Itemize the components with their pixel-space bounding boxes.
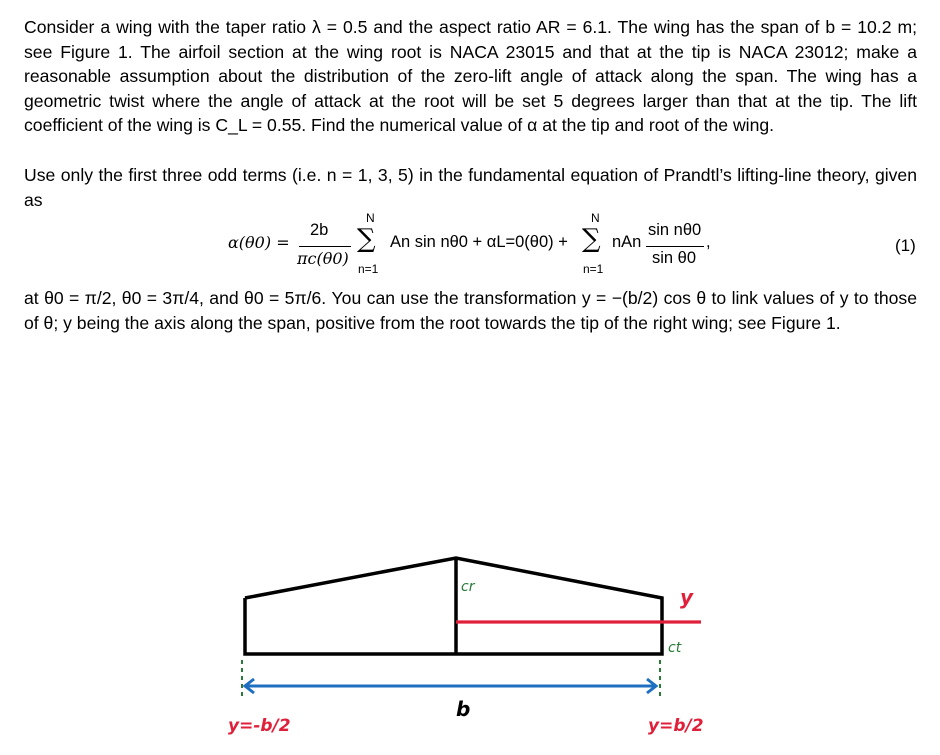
equation-lhs: α(θ0) = <box>228 233 290 252</box>
root-chord-label: cr <box>461 579 475 595</box>
equation-frac1-numerator: 2b <box>310 221 329 239</box>
left-end-label: y=-b/2 <box>228 716 291 736</box>
equation-number: (1) <box>895 236 916 255</box>
wing-outline <box>245 558 662 654</box>
span-arrow <box>245 679 656 693</box>
span-label: b <box>456 697 471 721</box>
problem-paragraph-3: at θ0 = π/2, θ0 = 3π/4, and θ0 = 5π/6. You can use the transformation y = −(b/2) cos θ to link values of y to those of θ; y being the axis along the span, positive from the root towards the tip of the right wing; see Figure 1. <box>24 288 917 333</box>
wing-planform-figure <box>0 540 940 755</box>
equation-sum2-upper: N <box>591 211 600 225</box>
equation-sum2-sigma: ∑ <box>582 224 601 254</box>
equation-frac2-denominator: sin θ0 <box>652 249 697 267</box>
equation-frac2-bar <box>646 246 704 247</box>
equation-frac2-numerator: sin nθ0 <box>648 221 702 239</box>
y-axis-label: y <box>680 585 694 609</box>
lifting-line-equation <box>0 208 940 280</box>
equation-frac1-denominator: πc(θ0) <box>297 249 349 268</box>
equation-sum1-upper: N <box>366 211 375 225</box>
equation-sum1-sigma: ∑ <box>357 224 376 254</box>
equation-frac1-bar <box>299 246 351 247</box>
equation-comma: , <box>706 233 711 251</box>
problem-paragraph-2: Use only the first three odd terms (i.e. n = 1, 3, 5) in the fundamental equation of Prandtl’s lifting-line theory, given as <box>24 165 917 210</box>
right-end-label: y=b/2 <box>648 716 704 736</box>
wing-planform-outline <box>245 558 662 654</box>
problem-paragraph-1: Consider a wing with the taper ratio λ = 0.5 and the aspect ratio AR = 6.1. The wing has the span of b = 10.2 m; see Figure 1. The airfoil section at the wing root is NACA 23015 and that at the tip is NACA 23012; make a reasonable assumption about the distribution of the zero-lift angle of attack along the span. The wing has a geometric twist where the angle of attack at the root will be set 5 degrees larger than that at the tip. The lift coefficient of the wing is C_L = 0.55. Find the numerical value of α at the tip and root of the wing. <box>24 17 917 136</box>
equation-sum2-lower: n=1 <box>583 262 604 276</box>
equation-sum1-lower: n=1 <box>358 262 379 276</box>
equation-term1: An sin nθ0 + αL=0(θ0) + <box>390 233 568 251</box>
equation-term2: nAn <box>612 233 642 251</box>
tip-chord-label: ct <box>668 640 682 656</box>
